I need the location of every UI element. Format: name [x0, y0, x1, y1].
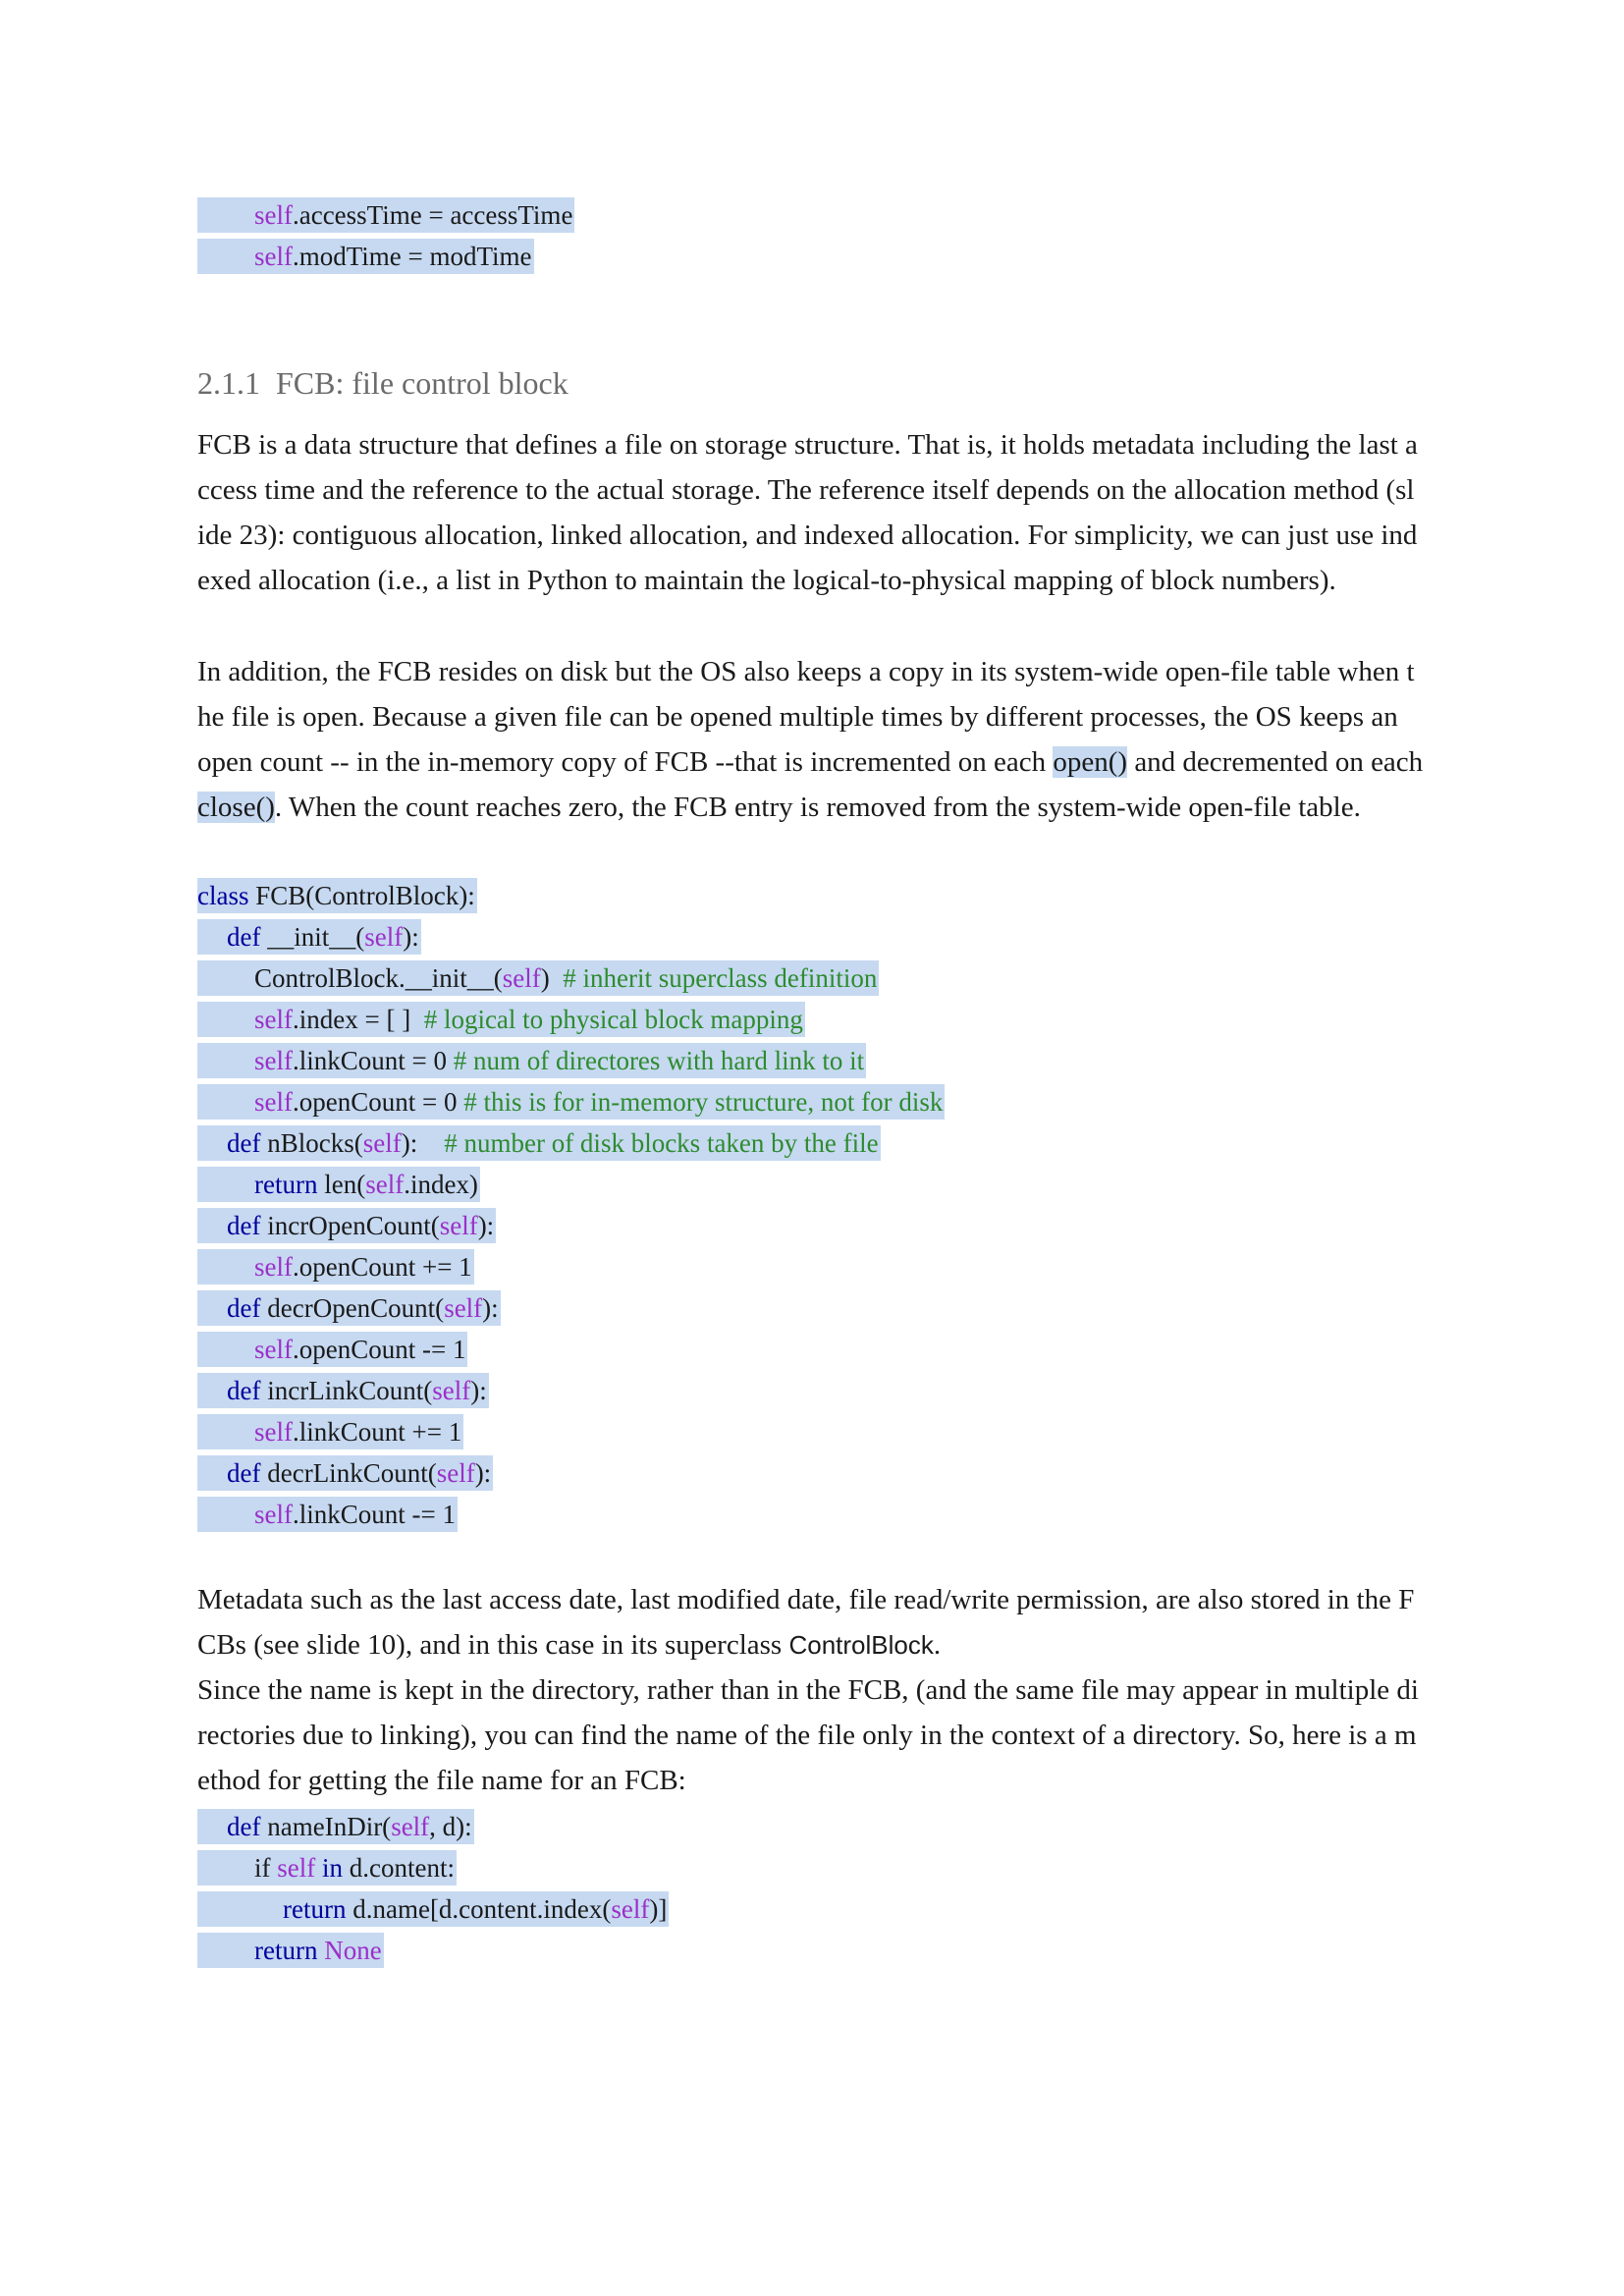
inline-code-open: open() — [1053, 746, 1128, 778]
code-line: return d.name[d.content.index(self)] — [197, 1888, 669, 1930]
code-line: def nameInDir(self, d): — [197, 1806, 669, 1847]
code-block-fcb-class — [197, 875, 945, 1535]
code-line: self.modTime = modTime — [197, 236, 574, 277]
code-line: def __init__(self): — [197, 916, 945, 957]
inline-code-close: close() — [197, 792, 275, 823]
code-line: def decrLinkCount(self): — [197, 1452, 945, 1494]
code-line: def decrOpenCount(self): — [197, 1287, 945, 1329]
paragraph-metadata: Metadata such as the last access date, last modified date, file read/write permission, are also stored in the F CBs (see slide 10), and in this case in its superclass ControlBlock. Since the name is kept in the directory, rather than in the FCB, (and the same file may appear in multiple di rectories due to linking), you can find the name of the file only in the context of a directory. So, here is a m ethod for getting the file name for an FCB: — [197, 1584, 1419, 1796]
code-line: self.linkCount = 0 # num of directores with hard link to it — [197, 1040, 945, 1081]
code-line: class FCB(ControlBlock): — [197, 875, 945, 916]
code-block-top — [197, 194, 574, 277]
code-line: def nBlocks(self): # number of disk blocks taken by the file — [197, 1122, 945, 1164]
code-line: self.openCount = 0 # this is for in-memory structure, not for disk — [197, 1081, 945, 1122]
code-line: def incrOpenCount(self): — [197, 1205, 945, 1246]
section-heading: 2.1.1 FCB: file control block — [197, 365, 568, 401]
paragraph-open-count: In addition, the FCB resides on disk but the OS also keeps a copy in its system-wide open-file table when t he file is open. Because a given file can be opened multiple times by different processes, the OS keeps an open count -- in the in-memory copy of FCB --that is incremented on each open() and decremented on each close(). When the count reaches zero, the FCB entry is removed from the system-wide open-file table. — [197, 656, 1424, 823]
code-line: def incrLinkCount(self): — [197, 1370, 945, 1411]
code-line: ControlBlock.__init__(self) # inherit superclass definition — [197, 957, 945, 999]
code-line: self.linkCount += 1 — [197, 1411, 945, 1452]
code-line: return len(self.index) — [197, 1164, 945, 1205]
code-line: self.openCount -= 1 — [197, 1329, 945, 1370]
code-line: if self in d.content: — [197, 1847, 669, 1888]
code-line: self.linkCount -= 1 — [197, 1494, 945, 1535]
paragraph-fcb-intro: FCB is a data structure that defines a file on storage structure. That is, it holds metadata including the last a ccess time and the reference to the actual storage. The reference itself depends on the allocation method (sl ide 23): contiguous allocation, linked allocation, and indexed allocation. For simplicity, we can just use ind exed allocation (i.e., a list in Python to maintain the logical-to-physical mapping of block numbers). — [197, 429, 1418, 596]
code-line: self.accessTime = accessTime — [197, 194, 574, 236]
code-line: self.index = [ ] # logical to physical block mapping — [197, 999, 945, 1040]
code-line: self.openCount += 1 — [197, 1246, 945, 1287]
code-line: return None — [197, 1930, 669, 1971]
code-block-name-in-dir — [197, 1806, 669, 1971]
